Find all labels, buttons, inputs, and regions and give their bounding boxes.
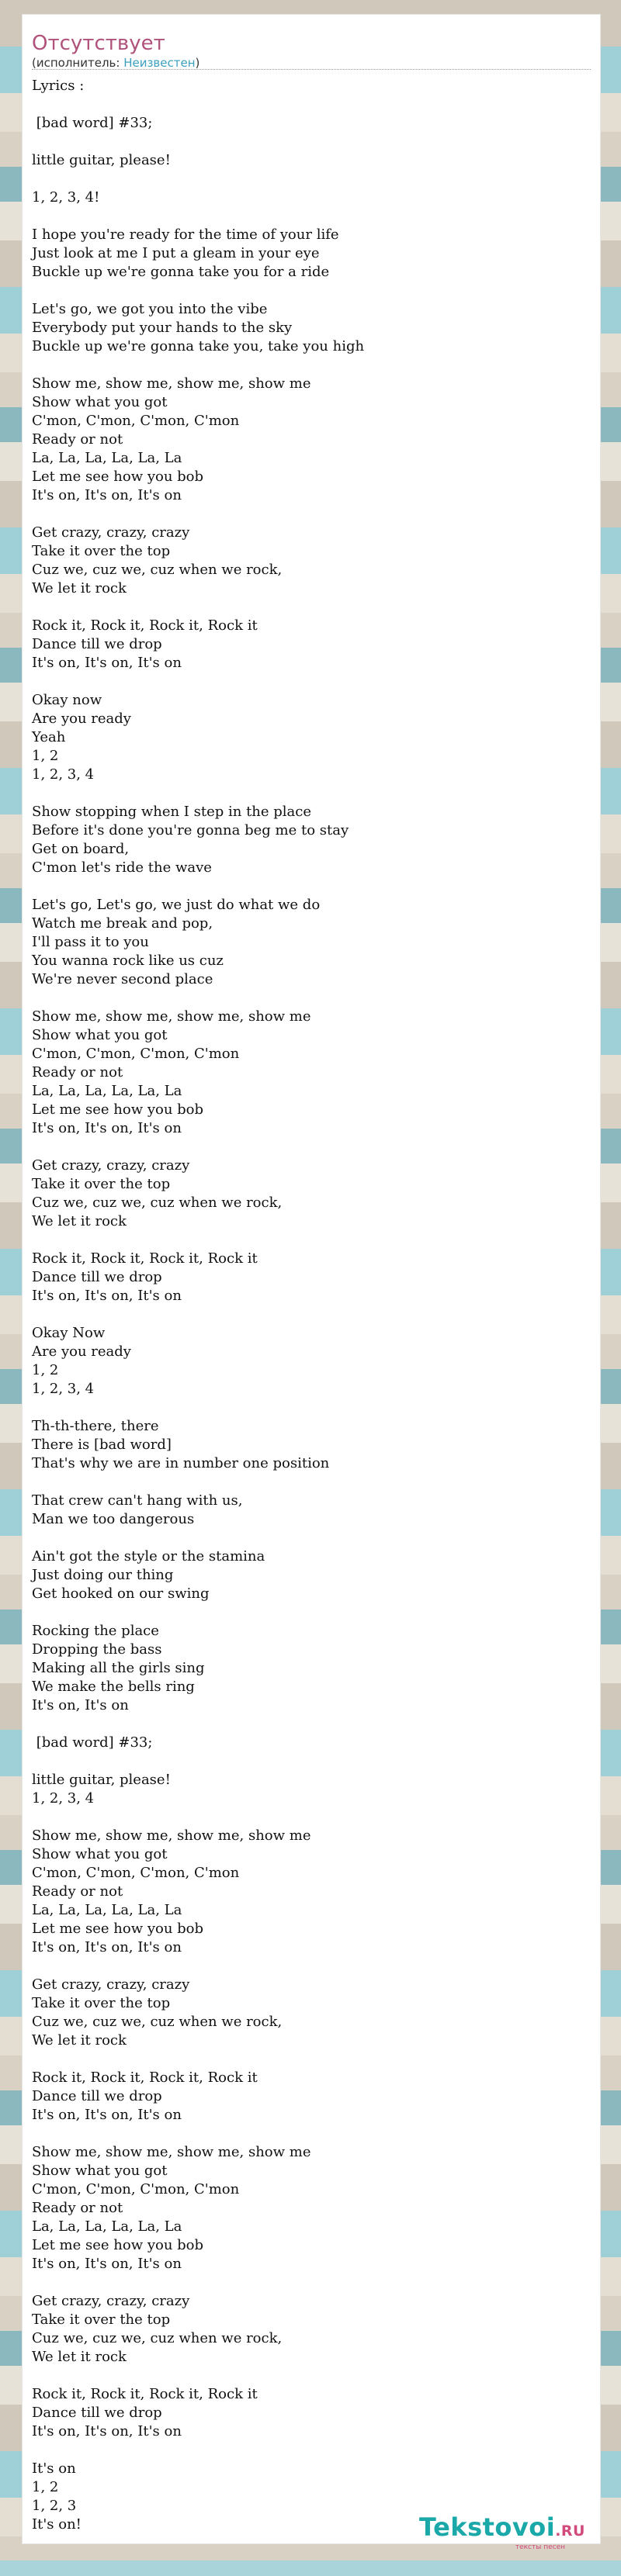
site-logo[interactable] — [419, 2512, 585, 2560]
lyrics-sheet — [22, 14, 601, 2544]
lyrics-text: Lyrics : [bad word] #33; little guitar, please! 1, 2, 3, 4! I hope you're ready for the time of your life Just look at me I put a gleam in your eye Buckle up we're gonna take you for a ride Let's go, we got you into the vibe Everybody put your hands to the sky Buckle up we're gonna take you, take you high Show me, show me, show me, show me Show what you got C'mon, C'mon, C'mon, C'mon Ready or not La, La, La, La, La, La Let me see how you bob It's on, It's on, It's on Get crazy, crazy, crazy Take it over the top Cuz we, cuz we, cuz when we rock, We let it rock Rock it, Rock it, Rock it, Rock it Dance till we drop It's on, It's on, It's on Okay now Are you ready Yeah 1, 2 1, 2, 3, 4 Show stopping when I step in the place Before it's done you're gonna beg me to stay Get on board, C'mon let's ride the wave Let's go, Let's go, we just do what we do Watch me break and pop, I'll pass it to you You wanna rock like us cuz We're never second place Show me, show me, show me, show me Show what you got C'mon, C'mon, C'mon, C'mon Ready or not La, La, La, La, La, La Let me see how you bob It's on, It's on, It's on Get crazy, crazy, crazy Take it over the top Cuz we, cuz we, cuz when we rock, We let it rock Rock it, Rock it, Rock it, Rock it Dance till we drop It's on, It's on, It's on Okay Now Are you ready 1, 2 1, 2, 3, 4 Th-th-there, there There is [bad word] That's why we are in number one position That crew can't hang with us, Man we too dangerous Ain't got the style or the stamina Just doing our thing Get hooked on our swing Rocking the place Dropping the bass Making all the girls sing We make the bells ring It's on, It's on [bad word] #33; little guitar, please! 1, 2, 3, 4 Show me, show me, show me, show me Show what you got C'mon, C'mon, C'mon, C'mon Ready or not La, La, La, La, La, La Let me see how you bob It's on, It's on, It's on Get crazy, crazy, crazy Take it over the top Cuz we, cuz we, cuz when we rock, We let it rock Rock it, Rock it, Rock it, Rock it Dance till we drop It's on, It's on, It's on Show me, show me, show me, show me Show what you got C'mon, C'mon, C'mon, C'mon Ready or not La, La, La, La, La, La Let me see how you bob It's on, It's on, It's on Get crazy, crazy, crazy Take it over the top Cuz we, cuz we, cuz when we rock, We let it rock Rock it, Rock it, Rock it, Rock it Dance till we drop It's on, It's on, It's on It's on 1, 2 1, 2, 3 It's on! — [32, 78, 365, 2533]
song-header — [23, 15, 600, 71]
byline-suffix: ) — [195, 56, 200, 70]
byline-prefix: (исполнитель: — [32, 56, 124, 70]
artist-byline — [32, 55, 591, 71]
song-title: Отсутствует — [32, 32, 165, 55]
header-divider — [32, 69, 591, 70]
logo-tld: .RU — [555, 2522, 585, 2540]
artist-link[interactable]: Неизвестен — [123, 56, 196, 70]
logo-wordmark — [419, 2512, 585, 2545]
bottom-bar — [0, 2560, 621, 2576]
logo-tagline: тексты песен — [515, 2543, 565, 2551]
logo-name: Tekstovoi — [419, 2512, 556, 2542]
